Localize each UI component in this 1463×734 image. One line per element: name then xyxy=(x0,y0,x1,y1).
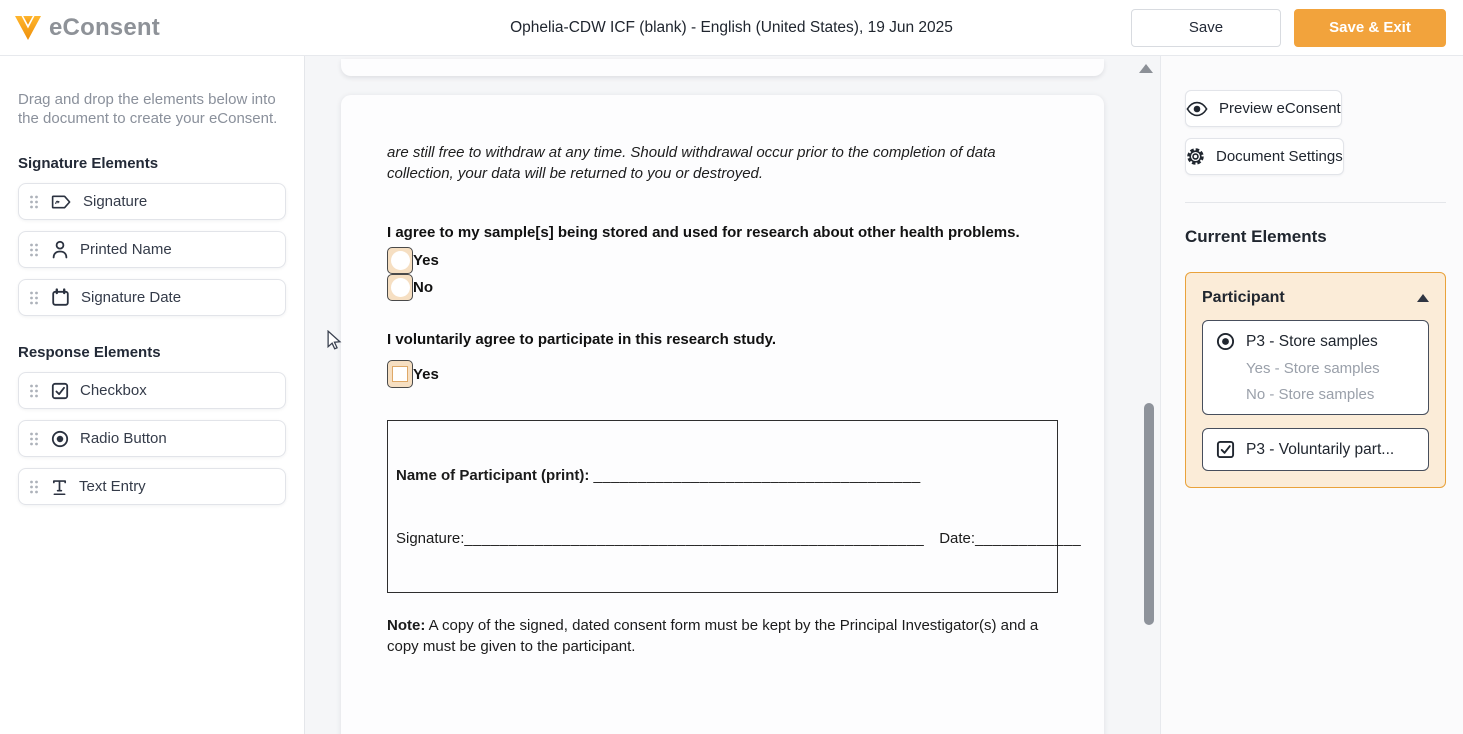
scrollbar-up-arrow-icon[interactable] xyxy=(1139,64,1153,73)
element-name: P3 - Voluntarily part... xyxy=(1246,440,1395,458)
panel-divider xyxy=(1185,202,1446,203)
note-paragraph xyxy=(387,615,1058,657)
withdrawal-paragraph: are still free to withdraw at any time. Should withdrawal occur prior to the completion of data collection, your data will be returned to you or destroyed. xyxy=(387,144,996,182)
question-voluntary-participation: I voluntarily agree to participate in this research study. xyxy=(387,331,777,348)
drag-handle-icon[interactable] xyxy=(29,383,39,399)
signature-icon xyxy=(51,193,72,211)
document-settings-label: Document Settings xyxy=(1216,148,1343,165)
element-label: Signature Date xyxy=(81,289,182,306)
document-page xyxy=(341,95,1104,734)
element-card-signature[interactable] xyxy=(18,183,286,220)
name-line: _____________________________________ xyxy=(593,467,921,484)
checkbox-icon xyxy=(51,382,69,400)
app-header xyxy=(0,0,1463,56)
eye-icon xyxy=(1186,101,1208,117)
voluntary-checkbox-option[interactable] xyxy=(387,360,1058,388)
checkbox-icon xyxy=(1216,440,1235,459)
elements-sidebar xyxy=(0,56,305,734)
element-option: Yes - Store samples xyxy=(1246,360,1380,377)
person-icon xyxy=(51,240,69,259)
header-actions xyxy=(1131,9,1446,47)
collapse-up-icon[interactable] xyxy=(1417,294,1429,302)
settings-panel xyxy=(1161,56,1463,734)
checkbox-placeholder[interactable] xyxy=(387,360,413,388)
element-card-printed-name[interactable] xyxy=(18,231,286,268)
participant-group-title: Participant xyxy=(1202,289,1285,306)
element-name: P3 - Store samples xyxy=(1246,332,1378,350)
drag-drop-instruction: Drag and drop the elements below into the document to create your eConsent. xyxy=(18,91,278,127)
radio-option-label: Yes xyxy=(413,252,439,269)
document-title: Ophelia-CDW ICF (blank) - English (United States), 19 Jun 2025 xyxy=(510,18,953,36)
document-canvas xyxy=(305,56,1161,734)
drag-handle-icon[interactable] xyxy=(29,479,39,495)
name-label: Name of Participant (print): xyxy=(396,467,594,484)
radio-placeholder[interactable] xyxy=(387,274,413,301)
signature-date-row xyxy=(396,530,1082,547)
date-label: Date: xyxy=(939,530,976,547)
element-label: Signature xyxy=(83,193,148,210)
store-samples-radio-group xyxy=(387,247,1058,301)
radio-option-label: No xyxy=(413,279,433,296)
signature-elements-title: Signature Elements xyxy=(18,155,159,172)
note-text: A copy of the signed, dated consent form must be kept by the Principal Investigator(s) and a copy must be given to the participant. xyxy=(387,617,1039,655)
element-card-text-entry[interactable] xyxy=(18,468,286,505)
note-label: Note: xyxy=(387,617,426,634)
save-button[interactable]: Save xyxy=(1131,9,1281,47)
participant-group-panel xyxy=(1185,272,1446,488)
radio-option-yes[interactable] xyxy=(387,247,1058,274)
element-label: Checkbox xyxy=(80,382,147,399)
element-option: No - Store samples xyxy=(1246,386,1375,403)
document-settings-button[interactable] xyxy=(1185,138,1344,175)
preview-econsent-label: Preview eConsent xyxy=(1219,100,1341,117)
element-label: Printed Name xyxy=(80,241,172,258)
drag-handle-icon[interactable] xyxy=(29,242,39,258)
drag-handle-icon[interactable] xyxy=(29,431,39,447)
preview-econsent-button[interactable] xyxy=(1185,90,1342,127)
scrollbar-thumb[interactable] xyxy=(1144,403,1154,625)
radio-option-no[interactable] xyxy=(387,274,1058,301)
signature-label: Signature: xyxy=(396,530,465,547)
current-element-store-samples[interactable] xyxy=(1202,320,1429,415)
element-card-radio-button[interactable] xyxy=(18,420,286,457)
date-line: ____________ xyxy=(975,530,1082,547)
veeva-v-icon xyxy=(14,15,42,41)
gear-icon xyxy=(1186,147,1205,166)
element-card-checkbox[interactable] xyxy=(18,372,286,409)
response-elements-title: Response Elements xyxy=(18,344,161,361)
participant-group-header[interactable] xyxy=(1202,289,1429,307)
element-label: Radio Button xyxy=(80,430,167,447)
signature-block xyxy=(387,420,1082,593)
text-entry-icon xyxy=(51,478,68,496)
element-label: Text Entry xyxy=(79,478,146,495)
radio-icon xyxy=(51,430,69,448)
signature-line: ____________________________________________________ xyxy=(464,530,925,547)
drag-handle-icon[interactable] xyxy=(29,194,39,210)
logo xyxy=(14,14,160,42)
logo-text: eConsent xyxy=(49,13,160,41)
radio-icon xyxy=(1216,332,1235,351)
calendar-icon xyxy=(51,288,70,307)
element-card-signature-date[interactable] xyxy=(18,279,286,316)
current-elements-title: Current Elements xyxy=(1185,227,1327,246)
participant-name-row xyxy=(396,467,921,484)
checkbox-option-label: Yes xyxy=(413,365,439,383)
save-and-exit-button[interactable]: Save & Exit xyxy=(1294,9,1446,47)
question-store-samples: I agree to my sample[s] being stored and used for research about other health problems. xyxy=(387,224,1020,241)
drag-handle-icon[interactable] xyxy=(29,290,39,306)
previous-page-card xyxy=(341,59,1104,76)
radio-placeholder[interactable] xyxy=(387,247,413,274)
current-element-voluntarily-participate[interactable] xyxy=(1202,428,1429,471)
